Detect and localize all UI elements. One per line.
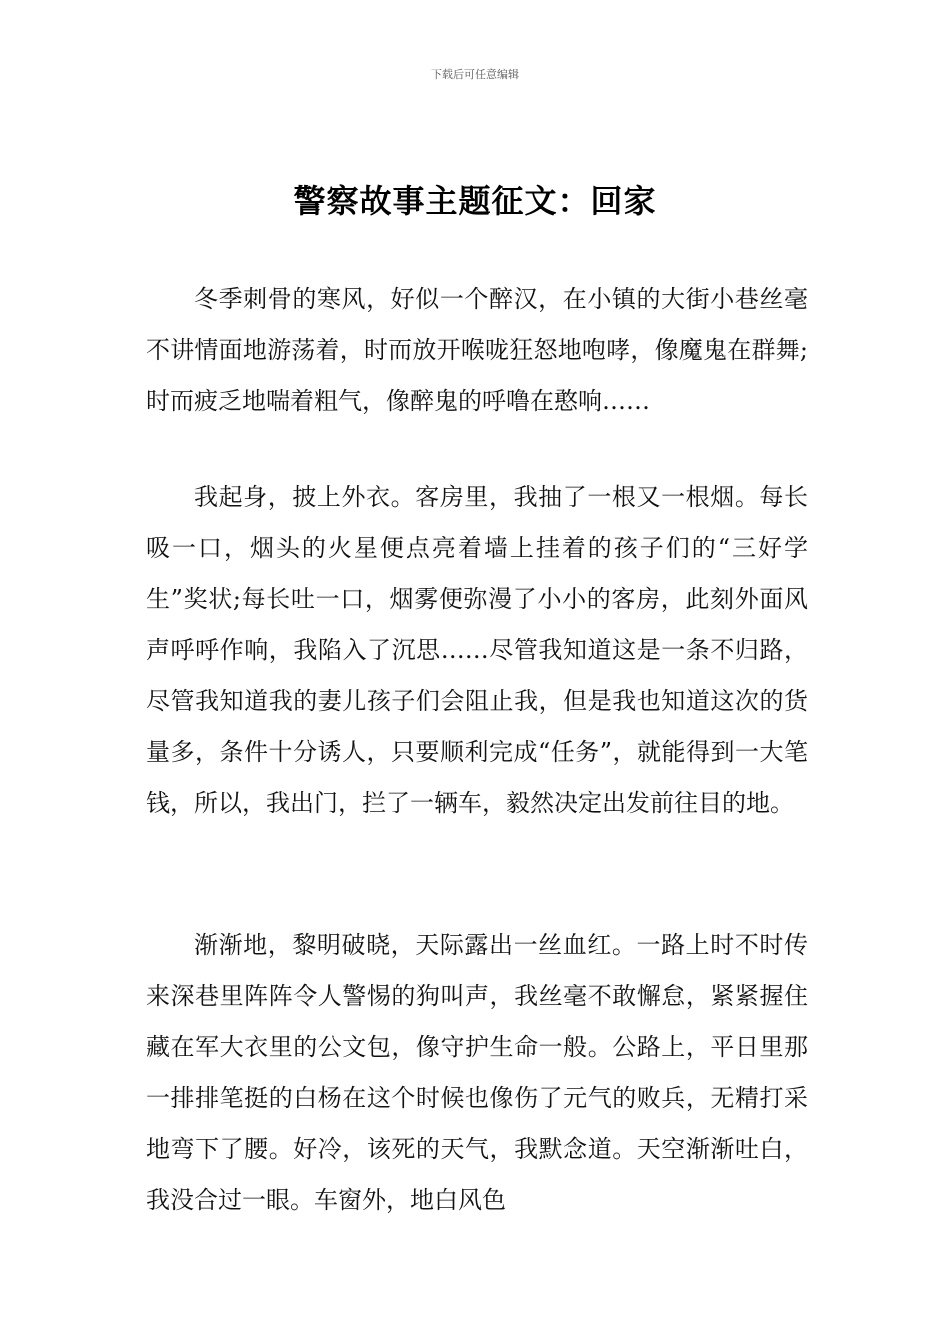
header-note: 下载后可任意编辑 (431, 68, 519, 81)
paragraph-1: 冬季刺骨的寒风，好似一个醉汉，在小镇的大街小巷丝毫不讲情面地游荡着，时而放开喉咙狂怒地咆哮，像魔鬼在群舞;时而疲乏地喘着粗气，像醉鬼的呼噜在憨响…… (146, 285, 808, 415)
document-title: 警察故事主题征文：回家 (293, 182, 657, 220)
paragraph-2: 我起身，披上外衣。客房里，我抽了一根又一根烟。每长吸一口，烟头的火星便点亮着墙上挂着的孩子们的“三好学生”奖状;每长吐一口，烟雾便弥漫了小小的客房，此刻外面风声呼呼作响，我陷入了沉思……尽管我知道这是一条不归路，尽管我知道我的妻儿孩子们会阻止我，但是我也知道这次的货量多，条件十分诱人，只要顺利完成“任务”，就能得到一大笔钱，所以，我出门，拦了一辆车，毅然决定出发前往目的地。 (146, 483, 808, 817)
paragraph-3: 渐渐地，黎明破晓，天际露出一丝血红。一路上时不时传来深巷里阵阵令人警惕的狗叫声，我丝毫不敢懈怠，紧紧握住藏在军大衣里的公文包，像守护生命一般。公路上，平日里那一排排笔挺的白杨在这个时候也像伤了元气的败兵，无精打采地弯下了腰。好冷，该死的天气，我默念道。天空渐渐吐白，我没合过一眼。车窗外，地白风色 (146, 931, 808, 1214)
